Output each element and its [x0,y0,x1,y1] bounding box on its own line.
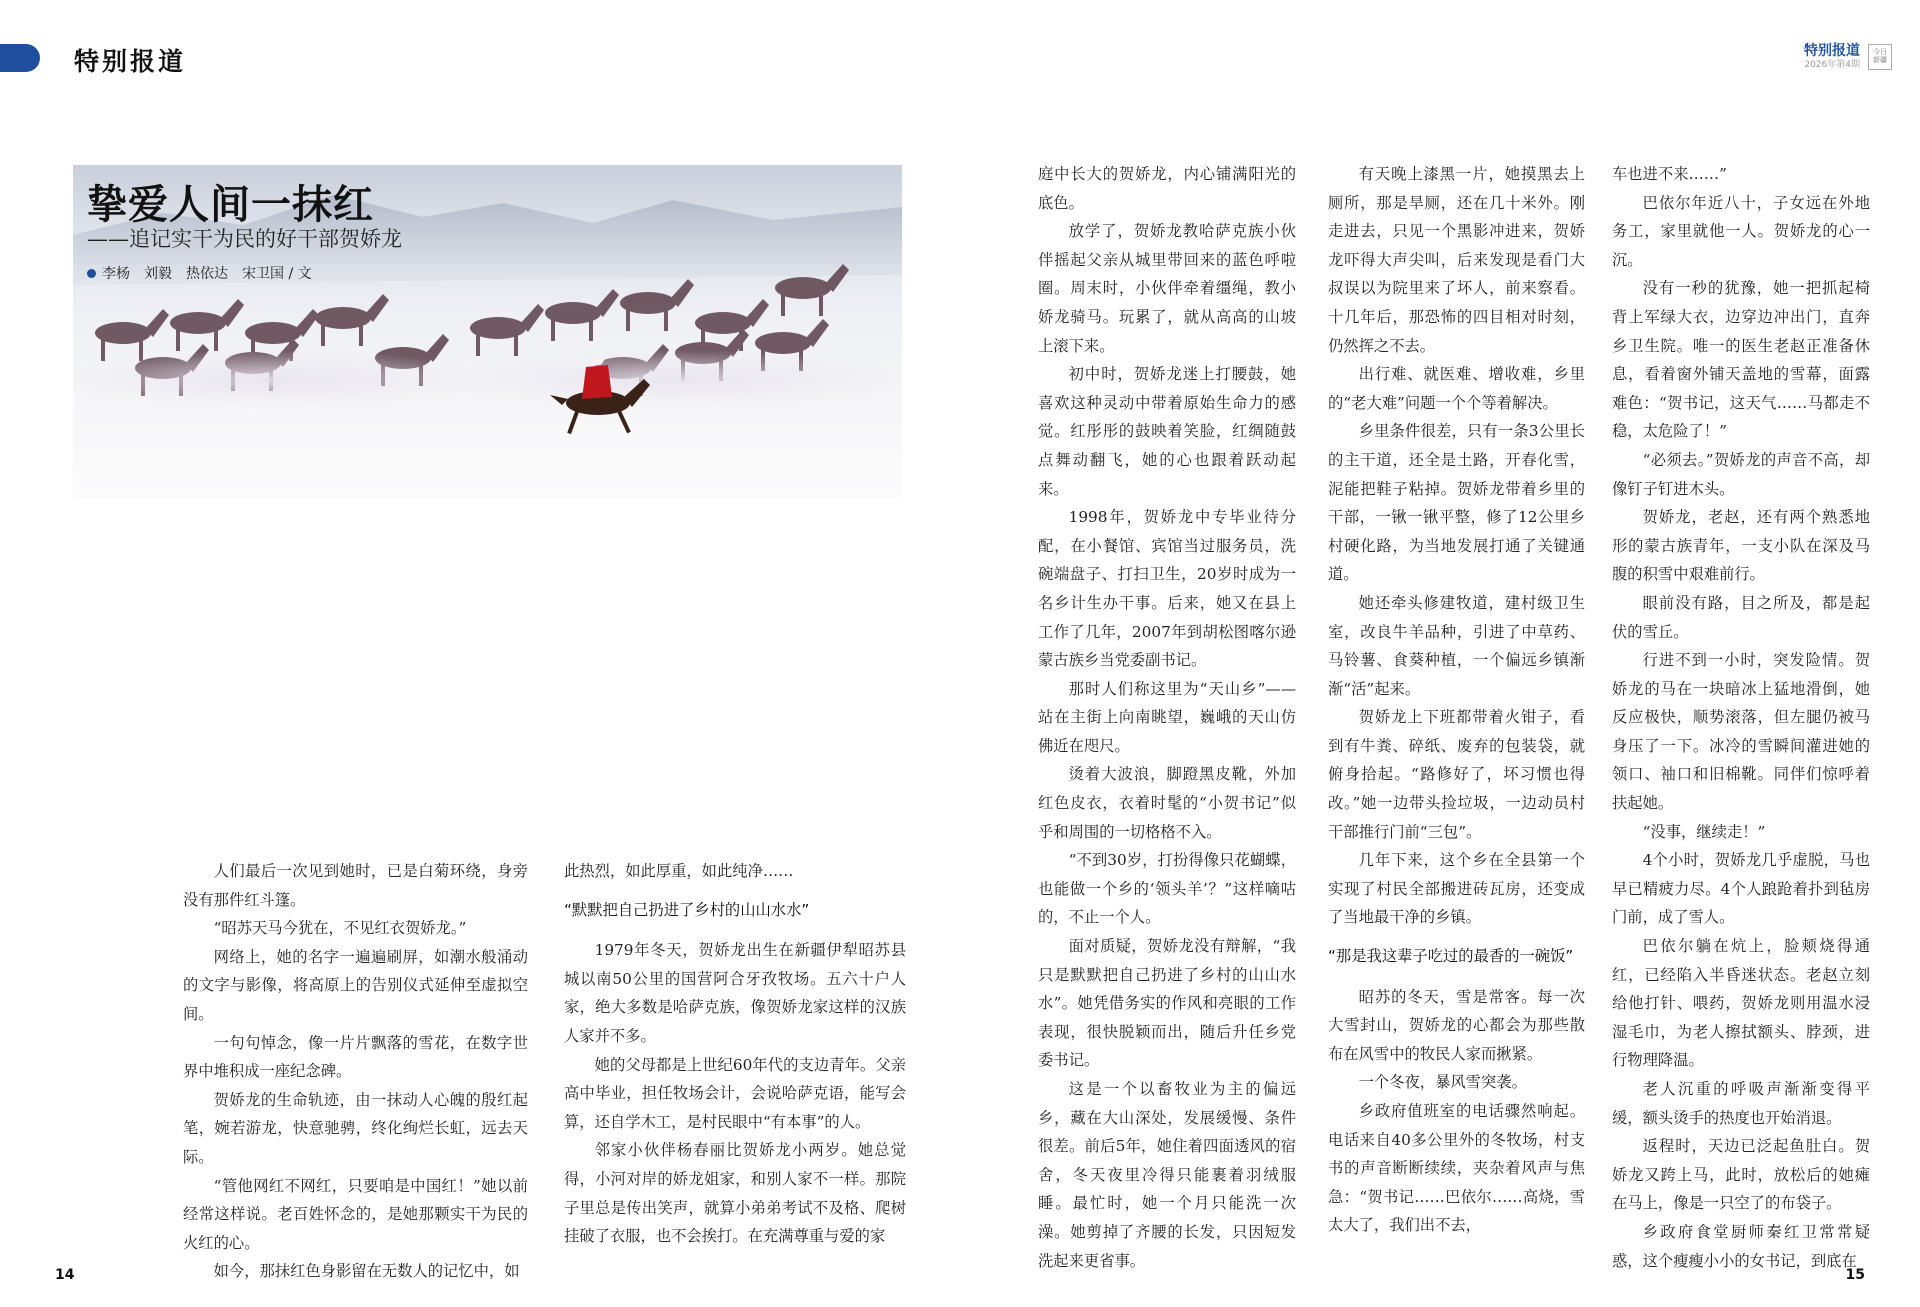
paragraph: 网络上，她的名字一遍遍刷屏，如潮水般涌动的文字与影像，将高原上的告别仪式延伸至虚拟空间。 [183,947,528,1023]
paragraph: 这是一个以畜牧业为主的偏远乡，藏在大山深处，发展缓慢、条件很差。前后5年，她住着四面透风的宿舍，冬天夜里冷得只能裹着羽绒服睡。最忙时，她一个月只能洗一次澡。她剪掉了齐腰的长发，只因短发洗起来更省事。 [1038,1080,1296,1270]
paragraph: 人们最后一次见到她时，已是白菊环绕，身旁没有那件红斗篷。 [183,862,528,909]
masthead-section: 特别报道 [1804,43,1860,59]
byline [87,263,312,283]
section-heading: “那是我这辈子吃过的最香的一碗饭” [1328,947,1574,966]
paragraph: 烫着大波浪，脚蹬黑皮靴，外加红色皮衣，衣着时髦的“小贺书记”似乎和周围的一切格格不入。 [1038,765,1296,841]
paragraph: 几年下来，这个乡在全县第一个实现了村民全部搬进砖瓦房，还变成了当地最干净的乡镇。 [1328,851,1585,927]
article-subtitle: ——追记实干为民的好干部贺娇龙 [87,227,402,251]
section-label: 特别报道 [74,47,187,76]
paragraph: “必须去。”贺娇龙的声音不高，却像钉子钉进木头。 [1612,450,1870,498]
paragraph: 巴依尔躺在炕上，脸颊烧得通红，已经陷入半昏迷状态。老赵立刻给他打针、喂药，贺娇龙则用温水浸湿毛巾，为老人擦拭额头、脖颈，进行物理降温。 [1612,937,1870,1070]
paragraph: 行进不到一小时，突发险情。贺娇龙的马在一块暗冰上猛地滑倒，她反应极快，顺势滚落，但左腿仍被马身压了一下。冰冷的雪瞬间灌进她的领口、袖口和旧棉靴。同伴们惊呼着扶起她。 [1612,651,1870,813]
paragraph: 老人沉重的呼吸声渐渐变得平缓，额头烫手的热度也开始消退。 [1612,1080,1870,1127]
text-column-1 [183,857,528,1286]
section-heading: “默默把自己扔进了乡村的山山水水” [564,900,810,919]
paragraph: 一句句悼念，像一片片飘落的雪花，在数字世界中堆积成一座纪念碑。 [183,1033,528,1081]
paragraph: 1979年冬天，贺娇龙出生在新疆伊犁昭苏县城以南50公里的国营阿合牙孜牧场。五六十户人家，绝大多数是哈萨克族，像贺娇龙家这样的汉族人家并不多。 [564,941,906,1045]
paragraph: 初中时，贺娇龙迷上打腰鼓，她喜欢这种灵动中带着原始生命力的感觉。红彤彤的鼓映着笑脸，红绸随鼓点舞动翻飞，她的心也跟着跃动起来。 [1038,365,1296,498]
paragraph: 面对质疑，贺娇龙没有辩解，“我只是默默把自己扔进了乡村的山山水水”。她凭借务实的作风和亮眼的工作表现，很快脱颖而出，随后升任乡党委书记。 [1038,937,1296,1070]
paragraph: 没有一秒的犹豫，她一把抓起椅背上军绿大衣，边穿边冲出门，直奔乡卫生院。唯一的医生老赵正准备休息，看着窗外铺天盖地的雪幕，面露难色：“贺书记，这天气……马都走不稳，太危险了！” [1612,279,1870,441]
paragraph: 贺娇龙，老赵，还有两个熟悉地形的蒙古族青年，一支小队在深及马腹的积雪中艰难前行。 [1612,508,1870,584]
paragraph: 她的父母都是上世纪60年代的支边青年。父亲高中毕业，担任牧场会计，会说哈萨克语，能写会算，还自学木工，是村民眼中“有本事”的人。 [564,1055,906,1131]
text-column-5 [1612,160,1870,1275]
paragraph: “没事，继续走！” [1642,822,1766,841]
paragraph: 巴依尔年近八十，子女远在外地务工，家里就他一人。贺娇龙的心一沉。 [1612,193,1870,269]
byline-dot-icon [87,269,96,278]
paragraph: 车也进不来……” [1612,165,1727,183]
paragraph: 返程时，天边已泛起鱼肚白。贺娇龙又跨上马，此时，放松后的她瘫在马上，像是一只空了的布袋子。 [1612,1137,1870,1213]
paragraph: 那时人们称这里为“天山乡”——站在主街上向南眺望，巍峨的天山仿佛近在咫尺。 [1038,679,1296,755]
paragraph: 乡政府值班室的电话骤然响起。电话来自40多公里外的冬牧场，村支书的声音断断续续，夹杂着风声与焦急：“贺书记……巴依尔……高烧，雪太大了，我们出不去， [1328,1102,1585,1235]
byline-authors: 李杨 刘毅 热依达 宋卫国 / 文 [102,266,312,282]
issue-label: 2026年第4期 [1804,60,1860,70]
paragraph: 出行难、就医难、增收难，乡里的“老大难”问题一个个等着解决。 [1328,365,1585,412]
paragraph: 邻家小伙伴杨春丽比贺娇龙小两岁。她总觉得，小河对岸的娇龙姐家，和别人家不一样。那院子里总是传出笑声，就算小弟弟考试不及格、爬树挂破了衣服，也不会挨打。在充满尊重与爱的家 [564,1141,906,1246]
paragraph: 放学了，贺娇龙教哈萨克族小伙伴摇起父亲从城里带回来的蓝色呼啦圈。周末时，小伙伴牵着缰绳，教小娇龙骑马。玩累了，就从高高的山坡上滚下来。 [1038,222,1296,355]
paragraph: “管他网红不网红，只要咱是中国红！”她以前经常这样说。老百姓怀念的，是她那颗实干为民的火红的心。 [183,1176,528,1252]
paragraph: 乡政府食堂厨师秦红卫常常疑惑，这个瘦瘦小小的女书记，到底在 [1612,1222,1870,1270]
section-tab-marker [0,44,40,72]
page-number-right: 15 [1845,1267,1865,1283]
text-column-2 [564,857,906,1251]
page-number-left: 14 [55,1267,75,1283]
paragraph: 她还牵头修建牧道，建村级卫生室，改良牛羊品种，引进了中草药、马铃薯、食葵种植，一个偏远乡镇渐渐“活”起来。 [1328,593,1585,698]
paragraph: 一个冬夜，暴风雪突袭。 [1358,1073,1527,1092]
article-title: 挚爱人间一抹红 [87,182,374,228]
paragraph: 1998年，贺娇龙中专毕业待分配，在小餐馆、宾馆当过服务员，洗碗端盘子、打扫卫生，20岁时成为一名乡计生办干事。后来，她又在县上工作了几年，2007年到胡松图喀尔逊蒙古族乡当党委副书记。 [1038,508,1296,670]
magazine-logo-box: 今日 新疆 [1868,44,1892,70]
paragraph: 贺娇龙的生命轨迹，由一抹动人心魄的殷红起笔，婉若游龙，快意驰骋，终化绚烂长虹，远去天际。 [183,1090,528,1166]
masthead [1804,43,1860,71]
hero-photo [73,165,902,498]
text-column-3 [1038,160,1296,1275]
paragraph: 庭中长大的贺娇龙，内心铺满阳光的底色。 [1038,165,1296,212]
paragraph: 如今，那抹红色身影留在无数人的记忆中，如 [213,1262,520,1281]
paragraph: 有天晚上漆黑一片，她摸黑去上厕所，那是旱厕，还在几十米外。刚走进去，只见一个黑影冲进来，贺娇龙吓得大声尖叫，后来发现是看门大叔误以为院里来了坏人，前来察看。十几年后，那恐怖的四目相对时刻，仍然挥之不去。 [1328,165,1585,355]
paragraph: 贺娇龙上下班都带着火钳子，看到有牛粪、碎纸、废弃的包装袋，就俯身拾起。“路修好了，坏习惯也得改。”她一边带头捡垃圾，一边动员村干部推行门前“三包”。 [1328,708,1585,841]
paragraph: 乡里条件很差，只有一条3公里长的主干道，还全是土路，开春化雪，泥能把鞋子粘掉。贺娇龙带着乡里的干部，一锹一锹平整，修了12公里乡村硬化路，为当地发展打通了关键通道。 [1328,422,1585,584]
text-column-4 [1328,160,1585,1240]
paragraph: 4个小时，贺娇龙几乎虚脱，马也早已精疲力尽。4个人踉跄着扑到毡房门前，成了雪人。 [1612,851,1870,927]
paragraph: 此热烈，如此厚重，如此纯净…… [564,862,794,880]
paragraph: 昭苏的冬天，雪是常客。每一次大雪封山，贺娇龙的心都会为那些散布在风雪中的牧民人家而揪紧。 [1328,987,1585,1063]
paragraph: “昭苏天马今犹在，不见红衣贺娇龙。” [213,919,467,938]
paragraph: “不到30岁，打扮得像只花蝴蝶，也能做一个乡的‘领头羊’？”这样嘀咕的，不止一个人。 [1038,851,1296,927]
paragraph: 眼前没有路，目之所及，都是起伏的雪丘。 [1612,593,1870,641]
